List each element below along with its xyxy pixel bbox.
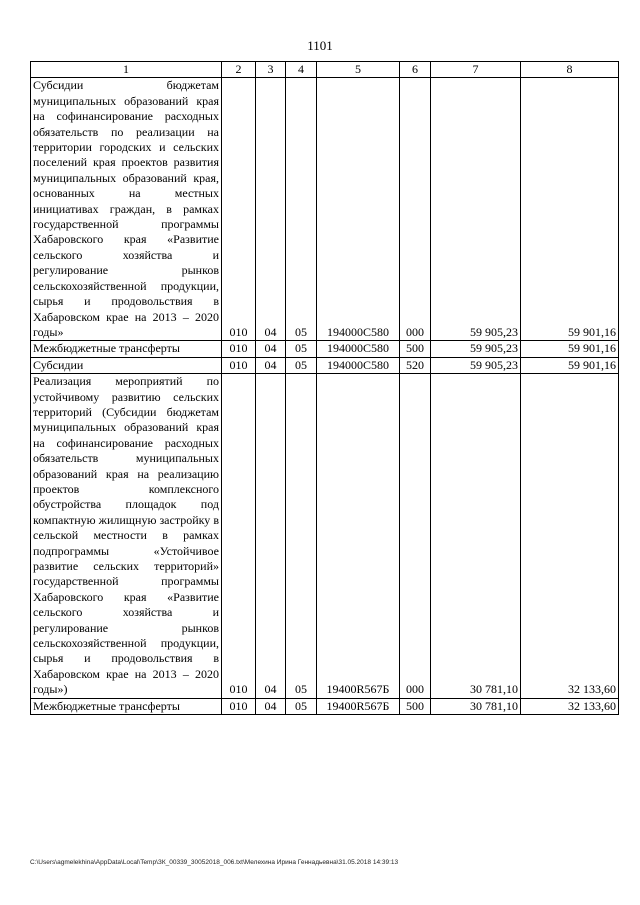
row-name: Реализация мероприятий по устойчивому развитию сельских территорий (Субсидии бюджетам муниципальных образований края на софинансирование расходных обязательств муниципальных образований края на реализацию проектов комплексного обустройства площадок под компактную жилищную застройку в сельской местности в рамках подпрограммы «Устойчивое развитие сельских территорий» государственной программы Хабаровского края «Развитие сельского хозяйства и регулирование рынков сельскохозяйственной продукции, сырья и продовольствия в Хабаровском крае на 2013 – 2020 годы») xyxy=(31,374,222,699)
cell-section: 04 xyxy=(256,341,286,357)
cell-target-article: 194000С580 xyxy=(317,341,400,357)
cell-section: 04 xyxy=(256,78,286,341)
header-col-3: 3 xyxy=(256,62,286,78)
cell-target-article: 194000С580 xyxy=(317,357,400,373)
cell-section: 04 xyxy=(256,357,286,373)
cell-amount-2: 59 901,16 xyxy=(521,78,619,341)
file-path-footer: C:\Users\agmelekhina\AppData\Local\Temp\ЗК_00339_30052018_006.txt\Мелехина Ирина Геннадьевна\31.05.2018 14:39:13 xyxy=(30,859,399,866)
cell-ministry: 010 xyxy=(222,374,256,699)
cell-expense-type: 000 xyxy=(400,78,431,341)
table-row xyxy=(31,698,619,714)
page-number: 1101 xyxy=(307,38,333,53)
row-name: Межбюджетные трансферты xyxy=(31,698,222,714)
cell-expense-type: 500 xyxy=(400,341,431,357)
table-row xyxy=(31,78,619,341)
cell-target-article: 194000С580 xyxy=(317,78,400,341)
header-col-5: 5 xyxy=(317,62,400,78)
cell-amount-1: 59 905,23 xyxy=(431,357,521,373)
table-row xyxy=(31,341,619,357)
cell-amount-1: 30 781,10 xyxy=(431,374,521,699)
cell-expense-type: 520 xyxy=(400,357,431,373)
row-name: Субсидии xyxy=(31,357,222,373)
header-col-2: 2 xyxy=(222,62,256,78)
header-col-7: 7 xyxy=(431,62,521,78)
budget-table xyxy=(30,61,619,715)
cell-amount-2: 59 901,16 xyxy=(521,357,619,373)
cell-ministry: 010 xyxy=(222,357,256,373)
header-col-6: 6 xyxy=(400,62,431,78)
cell-amount-2: 59 901,16 xyxy=(521,341,619,357)
header-col-1: 1 xyxy=(31,62,222,78)
row-name: Субсидии бюджетам муниципальных образований края на софинансирование расходных обязательств по реализации на территории городских и сельских поселений края проектов развития муниципальных образований края, основанных на местных инициативах граждан, в рамках государственной программы Хабаровского края «Развитие сельского хозяйства и регулирование рынков сельскохозяйственной продукции, сырья и продовольствия в Хабаровском крае на 2013 – 2020 годы» xyxy=(31,78,222,341)
cell-amount-2: 32 133,60 xyxy=(521,374,619,699)
table-row xyxy=(31,357,619,373)
header-col-8: 8 xyxy=(521,62,619,78)
cell-ministry: 010 xyxy=(222,698,256,714)
cell-amount-1: 59 905,23 xyxy=(431,341,521,357)
row-name: Межбюджетные трансферты xyxy=(31,341,222,357)
cell-subsection: 05 xyxy=(286,698,317,714)
cell-ministry: 010 xyxy=(222,78,256,341)
cell-amount-2: 32 133,60 xyxy=(521,698,619,714)
cell-amount-1: 59 905,23 xyxy=(431,78,521,341)
header-col-4: 4 xyxy=(286,62,317,78)
cell-amount-1: 30 781,10 xyxy=(431,698,521,714)
cell-subsection: 05 xyxy=(286,374,317,699)
header-row xyxy=(31,62,619,78)
table-row xyxy=(31,374,619,699)
cell-subsection: 05 xyxy=(286,357,317,373)
cell-expense-type: 500 xyxy=(400,698,431,714)
cell-section: 04 xyxy=(256,698,286,714)
cell-target-article: 19400R567Б xyxy=(317,698,400,714)
cell-section: 04 xyxy=(256,374,286,699)
cell-subsection: 05 xyxy=(286,78,317,341)
cell-target-article: 19400R567Б xyxy=(317,374,400,699)
cell-ministry: 010 xyxy=(222,341,256,357)
cell-expense-type: 000 xyxy=(400,374,431,699)
cell-subsection: 05 xyxy=(286,341,317,357)
